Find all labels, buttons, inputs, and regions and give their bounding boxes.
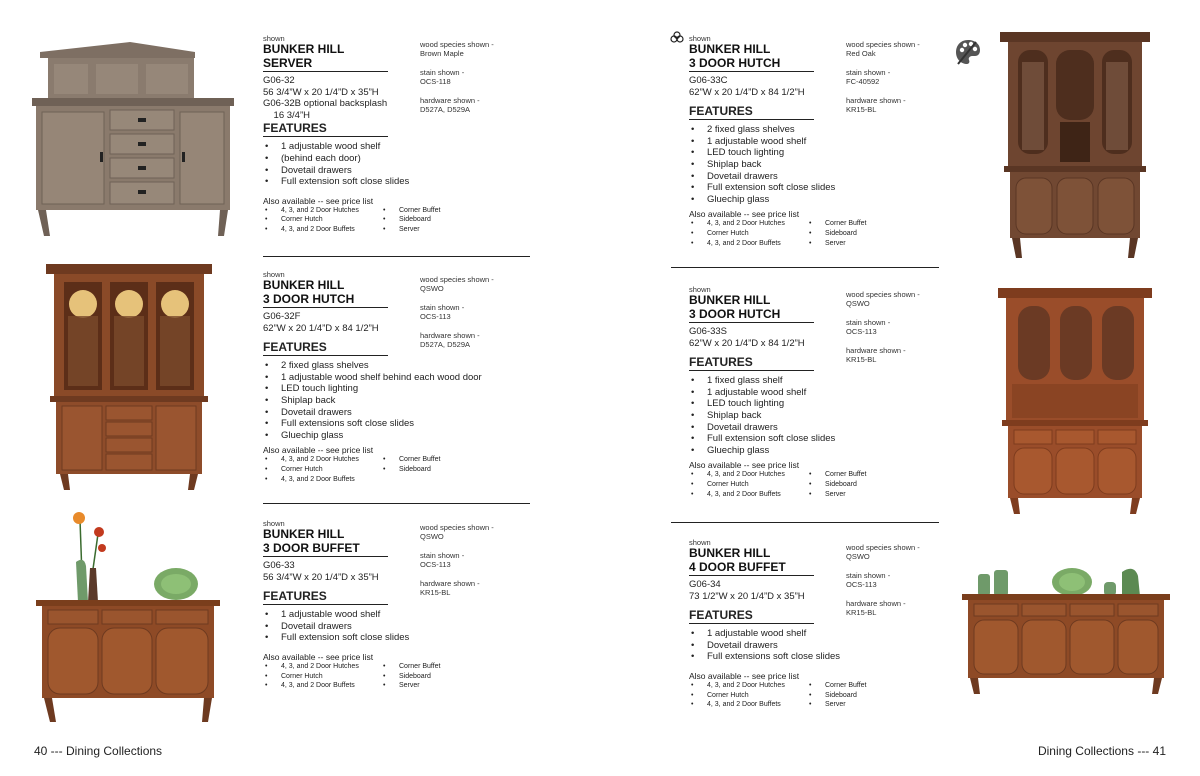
title-rule: [263, 307, 388, 308]
feature-item: • Dovetail drawers: [707, 640, 929, 652]
title-line: 3 DOOR HUTCH: [689, 306, 781, 321]
product-details: [846, 40, 966, 124]
flower-icon: [670, 31, 684, 45]
shown-label: shown: [689, 285, 711, 294]
also-available-heading: Also available -- see price list: [689, 670, 800, 681]
also-item: • 4, 3, and 2 Door Hutches: [265, 455, 383, 465]
spec-line: G06-33S: [689, 326, 728, 337]
also-available-heading: Also available -- see price list: [263, 651, 374, 662]
features-rule: [263, 604, 388, 605]
features-heading: FEATURES: [689, 355, 753, 370]
feature-item: • Dovetail drawers: [281, 165, 503, 177]
spec-line: 16 3/4”H: [263, 109, 310, 121]
title-line: SERVER: [263, 55, 313, 70]
detail-value: OCS-118: [420, 77, 451, 86]
spec-line: G06-32B optional backsplash: [263, 98, 388, 110]
detail-label: wood species shown -: [420, 40, 494, 49]
detail-value: KR15-BL: [420, 588, 451, 597]
also-item: • 4, 3, and 2 Door Hutches: [691, 470, 809, 480]
also-available-heading: Also available -- see price list: [263, 445, 374, 456]
features-rule: [263, 355, 388, 356]
section-divider: [263, 256, 530, 257]
feature-item: • 1 adjustable wood shelf: [707, 628, 929, 640]
product-details: [420, 40, 540, 124]
also-available-list: [263, 455, 503, 484]
title-line: BUNKER HILL: [689, 42, 771, 56]
product-details: [846, 290, 966, 374]
detail-label: hardware shown -: [420, 579, 480, 588]
features-rule: [689, 370, 814, 371]
hutch-qswo-photo: [998, 288, 1152, 516]
also-available-heading: Also available -- see price list: [263, 195, 374, 206]
detail-label: stain shown -: [420, 551, 465, 560]
detail-value: KR15-BL: [846, 355, 877, 364]
feature-item: • Gluechip glass: [281, 430, 503, 442]
features-heading: FEATURES: [263, 589, 327, 604]
hutch-red-oak-photo: [1000, 32, 1150, 262]
detail-label: stain shown -: [420, 303, 465, 312]
also-item: • Corner Buffet: [383, 662, 503, 672]
also-item: • Sideboard: [809, 480, 929, 490]
also-item: • Corner Buffet: [383, 206, 503, 216]
detail-label: wood species shown -: [846, 40, 920, 49]
title-rule: [263, 556, 388, 557]
feature-item: • Full extension soft close slides: [707, 433, 929, 445]
title-line: 3 DOOR HUTCH: [263, 291, 355, 306]
section-divider: [263, 503, 530, 504]
title-line: BUNKER HILL: [263, 278, 345, 292]
also-item: • 4, 3, and 2 Door Buffets: [265, 475, 383, 485]
detail-value: D527A, D529A: [420, 340, 471, 349]
detail-label: wood species shown -: [846, 290, 920, 299]
also-item: • Sideboard: [383, 465, 503, 475]
detail-value: QSWO: [846, 552, 870, 561]
feature-item: • LED touch lighting: [707, 147, 929, 159]
product-details: [420, 523, 540, 607]
detail-value: OCS-113: [846, 327, 877, 336]
title-line: BUNKER HILL: [263, 42, 345, 56]
also-item: • Server: [383, 681, 503, 691]
detail-value: OCS-113: [420, 312, 451, 321]
features-rule: [263, 136, 388, 137]
hutch-photo: [46, 264, 212, 492]
feature-item: • Gluechip glass: [707, 445, 929, 457]
detail-value: FC-40592: [846, 77, 880, 86]
title-rule: [689, 322, 814, 323]
detail-label: stain shown -: [846, 318, 891, 327]
also-item: • 4, 3, and 2 Door Buffets: [265, 225, 383, 235]
also-item: • Corner Hutch: [265, 672, 383, 682]
features-list: [263, 141, 503, 187]
also-item: • Corner Hutch: [265, 215, 383, 225]
section-divider: [671, 267, 939, 268]
feature-item: • Full extension soft close slides: [281, 176, 503, 188]
feature-item: • 1 adjustable wood shelf: [281, 609, 503, 621]
feature-item: • 1 adjustable wood shelf behind each wood door: [281, 372, 503, 384]
spec-line: G06-33: [263, 560, 295, 571]
shown-label: shown: [263, 34, 285, 43]
feature-item: • 2 fixed glass shelves: [707, 124, 929, 136]
features-heading: FEATURES: [689, 104, 753, 119]
features-list: [263, 609, 503, 644]
title-line: 3 DOOR HUTCH: [689, 55, 781, 70]
feature-item: • Shiplap back: [707, 410, 929, 422]
title-line: 3 DOOR BUFFET: [263, 540, 360, 555]
detail-value: Brown Maple: [420, 49, 464, 58]
detail-label: wood species shown -: [846, 543, 920, 552]
title-line: BUNKER HILL: [689, 546, 771, 560]
also-available-list: [263, 206, 503, 235]
spec-line: 73 1/2”W x 20 1/4”D x 35”H: [689, 590, 805, 602]
product-details: [420, 275, 540, 359]
also-item: • Server: [809, 239, 929, 249]
feature-item: • Full extensions soft close slides: [707, 651, 929, 663]
feature-item: • Full extensions soft close slides: [281, 418, 503, 430]
feature-item: • Gluechip glass: [707, 194, 929, 206]
title-rule: [689, 575, 814, 576]
spec-line: 62”W x 20 1/4”D x 84 1/2”H: [263, 322, 379, 334]
also-item: • Corner Hutch: [691, 229, 809, 239]
shown-label: shown: [263, 519, 285, 528]
feature-item: • LED touch lighting: [707, 398, 929, 410]
feature-item: • Shiplap back: [707, 159, 929, 171]
section-divider: [671, 522, 939, 523]
features-heading: FEATURES: [689, 608, 753, 623]
also-item: • 4, 3, and 2 Door Buffets: [691, 490, 809, 500]
also-item: • 4, 3, and 2 Door Hutches: [691, 219, 809, 229]
also-item: • Sideboard: [383, 672, 503, 682]
title-rule: [263, 71, 388, 72]
shown-label: shown: [263, 270, 285, 279]
right-page: [600, 0, 1200, 776]
detail-label: wood species shown -: [420, 523, 494, 532]
detail-label: hardware shown -: [846, 96, 906, 105]
detail-label: stain shown -: [420, 68, 465, 77]
also-item: • 4, 3, and 2 Door Hutches: [265, 206, 383, 216]
also-available-list: [689, 219, 929, 248]
features-list: [689, 124, 929, 205]
detail-value: QSWO: [846, 299, 870, 308]
detail-value: QSWO: [420, 284, 444, 293]
feature-item: • Dovetail drawers: [281, 621, 503, 633]
also-item: • 4, 3, and 2 Door Buffets: [691, 239, 809, 249]
features-list: [263, 360, 503, 441]
features-heading: FEATURES: [263, 121, 327, 136]
feature-item: • Full extension soft close slides: [281, 632, 503, 644]
spec-line: 62”W x 20 1/4”D x 84 1/2”H: [689, 337, 805, 349]
features-rule: [689, 119, 814, 120]
also-item: • Server: [383, 225, 503, 235]
detail-label: stain shown -: [846, 571, 891, 580]
spec-line: 56 3/4”W x 20 1/4”D x 35”H: [263, 86, 379, 98]
also-item: • 4, 3, and 2 Door Buffets: [265, 681, 383, 691]
detail-label: stain shown -: [846, 68, 891, 77]
product-details: [846, 543, 966, 627]
also-item: • 4, 3, and 2 Door Hutches: [691, 681, 809, 691]
feature-item: • (behind each door): [281, 153, 503, 165]
also-available-heading: Also available -- see price list: [689, 460, 800, 471]
buffet-photo: [36, 510, 222, 724]
page-footer: Dining Collections --- 41: [1037, 744, 1166, 758]
spec-line: G06-32F: [263, 311, 301, 322]
also-available-heading: Also available -- see price list: [689, 209, 800, 220]
also-item: • Sideboard: [809, 229, 929, 239]
also-item: • Sideboard: [809, 691, 929, 701]
feature-item: • 2 fixed glass shelves: [281, 360, 503, 372]
detail-value: QSWO: [420, 532, 444, 541]
also-item: • Server: [809, 490, 929, 500]
spec-line: G06-33C: [689, 75, 728, 86]
spec-line: 62”W x 20 1/4”D x 84 1/2”H: [689, 86, 805, 98]
spec-line: G06-34: [689, 579, 721, 590]
feature-item: • LED touch lighting: [281, 383, 503, 395]
spec-line: 56 3/4”W x 20 1/4”D x 35”H: [263, 571, 379, 583]
also-item: • 4, 3, and 2 Door Buffets: [691, 700, 809, 710]
also-item: • Corner Buffet: [809, 470, 929, 480]
title-line: BUNKER HILL: [689, 293, 771, 307]
feature-item: • Dovetail drawers: [707, 422, 929, 434]
features-list: [689, 375, 929, 456]
also-item: • Server: [809, 700, 929, 710]
detail-value: OCS-113: [846, 580, 877, 589]
also-available-list: [689, 470, 929, 499]
also-item: • Sideboard: [383, 215, 503, 225]
feature-item: • 1 adjustable wood shelf: [707, 136, 929, 148]
detail-label: hardware shown -: [420, 331, 480, 340]
shown-label: shown: [689, 538, 711, 547]
detail-value: KR15-BL: [846, 105, 877, 114]
detail-value: Red Oak: [846, 49, 876, 58]
detail-value: OCS-113: [420, 560, 451, 569]
also-item: • 4, 3, and 2 Door Hutches: [265, 662, 383, 672]
also-item: • Corner Buffet: [809, 219, 929, 229]
also-item: • Corner Hutch: [265, 465, 383, 475]
spec-line: G06-32: [263, 75, 295, 86]
detail-value: KR15-BL: [846, 608, 877, 617]
feature-item: • Dovetail drawers: [281, 407, 503, 419]
features-rule: [689, 623, 814, 624]
shown-label: shown: [689, 34, 711, 43]
title-line: 4 DOOR BUFFET: [689, 559, 786, 574]
features-list: [689, 628, 929, 663]
detail-label: hardware shown -: [420, 96, 480, 105]
page-footer: 40 --- Dining Collections: [34, 744, 163, 758]
also-available-list: [263, 662, 503, 691]
feature-item: • Shiplap back: [281, 395, 503, 407]
also-available-list: [689, 681, 929, 710]
title-rule: [689, 71, 814, 72]
detail-label: hardware shown -: [846, 599, 906, 608]
detail-value: D527A, D529A: [420, 105, 471, 114]
title-line: BUNKER HILL: [263, 527, 345, 541]
detail-label: hardware shown -: [846, 346, 906, 355]
feature-item: • Full extension soft close slides: [707, 182, 929, 194]
detail-label: wood species shown -: [420, 275, 494, 284]
features-heading: FEATURES: [263, 340, 327, 355]
also-item: • Corner Buffet: [809, 681, 929, 691]
server-photo: [30, 40, 235, 236]
also-item: • Corner Hutch: [691, 691, 809, 701]
also-item: • Corner Hutch: [691, 480, 809, 490]
also-item: • Corner Buffet: [383, 455, 503, 465]
feature-item: • Dovetail drawers: [707, 171, 929, 183]
feature-item: • 1 adjustable wood shelf: [281, 141, 503, 153]
buffet-4-door-photo: [962, 562, 1172, 694]
feature-item: • 1 fixed glass shelf: [707, 375, 929, 387]
feature-item: • 1 adjustable wood shelf: [707, 387, 929, 399]
paint-palette-icon: [954, 38, 982, 66]
